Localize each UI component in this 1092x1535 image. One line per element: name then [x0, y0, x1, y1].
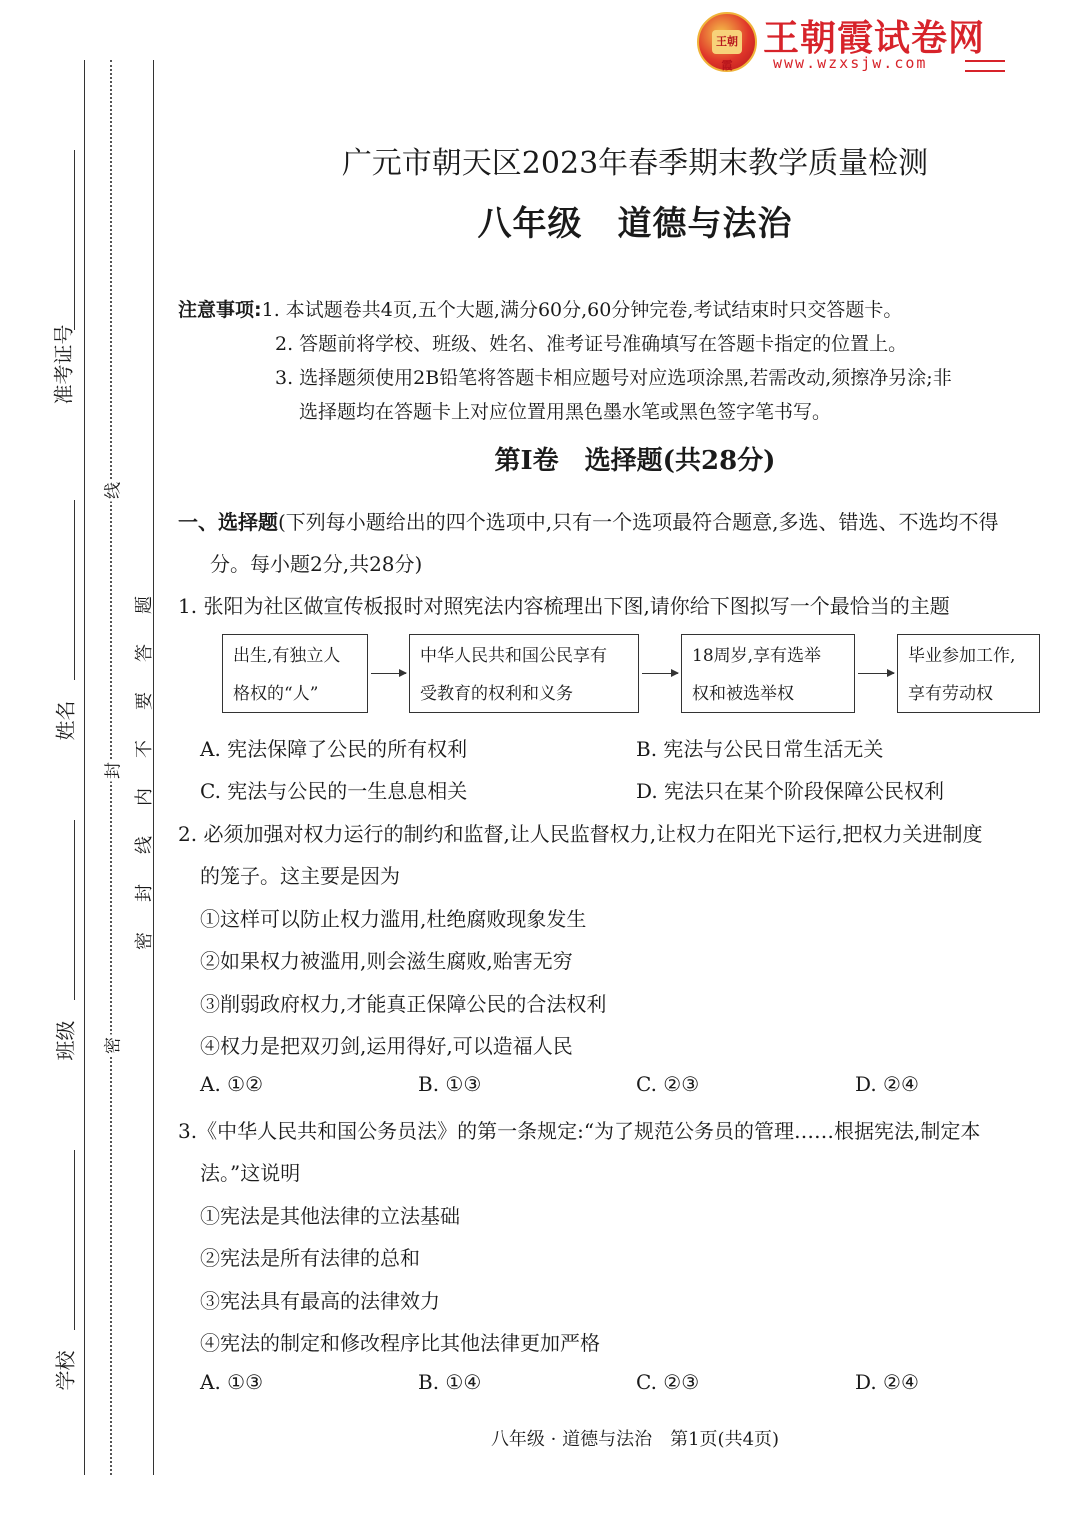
notes-item-3-cont: 选择题均在答题卡上对应位置用黑色墨水笔或黑色签字笔书写。: [299, 401, 832, 423]
exam-subject: 八年级 道德与法治: [477, 204, 793, 244]
field-school-label: 学校: [53, 1350, 78, 1391]
q3-option-d: D. ②④: [855, 1370, 919, 1394]
seal-char-line: 线: [99, 480, 124, 502]
q1-option-d: D. 宪法只在某个阶段保障公民权利: [636, 779, 945, 803]
field-school-blank: [74, 1150, 75, 1330]
q1-flow-box-3-line-2: 权和被选举权: [692, 684, 794, 704]
binding-line-outer: [84, 60, 85, 1475]
field-name-label: 姓名: [53, 700, 78, 741]
field-class: [50, 1010, 100, 1070]
warning-char: 不: [134, 740, 155, 758]
notes-item-1: 1. 本试题卷共4页,五个大题,满分60分,60分钟完卷,考试结束时只交答题卡。: [261, 299, 903, 321]
q2-stem: 2. 必须加强对权力运行的制约和监督,让人民监督权力,让权力在阳光下运行,把权力关进制度: [178, 822, 983, 846]
q1-flow-box-2-line-2: 受教育的权利和义务: [420, 684, 573, 704]
q2-option-a: A. ①②: [200, 1072, 264, 1096]
q1-option-b: B. 宪法与公民日常生活无关: [636, 737, 884, 761]
seal-char-secret: 密: [99, 1035, 124, 1057]
field-class-label: 班级: [53, 1020, 78, 1061]
warning-char: 封: [134, 884, 155, 902]
page-footer: 八年级 · 道德与法治 第1页(共4页): [490, 1429, 780, 1450]
flow-arrow-icon: [642, 673, 678, 674]
q1-flow-box-3: [681, 634, 855, 713]
q2-stem-cont: 的笼子。这主要是因为: [200, 864, 400, 888]
q2-option-c: C. ②③: [636, 1072, 700, 1096]
part1-intro-1: (下列每小题给出的四个选项中,只有一个选项最符合题意,多选、错选、不选均不得: [278, 510, 999, 534]
q3-item-4: ④宪法的制定和修改程序比其他法律更加严格: [200, 1331, 600, 1355]
exam-title: 广元市朝天区2023年春季期末教学质量检测: [341, 146, 929, 181]
q3-stem: 3.《中华人民共和国公务员法》的第一条规定:“为了规范公务员的管理……根据宪法,制定本: [178, 1119, 981, 1143]
binding-line-inner: [153, 60, 154, 1475]
q2-item-3: ③削弱政府权力,才能真正保障公民的合法权利: [200, 992, 607, 1016]
part1-intro: [178, 506, 999, 535]
logo-wave-icon: [965, 60, 1005, 72]
q3-item-2: ②宪法是所有法律的总和: [200, 1246, 420, 1270]
q3-item-3: ③宪法具有最高的法律效力: [200, 1289, 440, 1313]
field-exam-number: [50, 300, 100, 440]
field-class-blank: [74, 820, 75, 1000]
flow-arrow-icon: [858, 673, 894, 674]
q1-flow-box-1-line-2: 格权的“人”: [233, 684, 319, 704]
field-school: [50, 1340, 100, 1400]
flow-arrow-icon: [371, 673, 406, 674]
q1-flow-box-1-line-1: 出生,有独立人: [233, 646, 341, 666]
notes-line-1: [178, 295, 902, 322]
q1-flow-box-4-line-1: 毕业参加工作,: [908, 646, 1016, 666]
q1-stem: 1. 张阳为社区做宣传板报时对照宪法内容梳理出下图,请你给下图拟写一个最恰当的主题: [178, 594, 950, 618]
notes-item-3: 3. 选择题须使用2B铅笔将答题卡相应题号对应选项涂黑,若需改动,须擦净另涂;非: [275, 367, 952, 389]
warning-char: 线: [134, 836, 155, 854]
site-logo: [697, 10, 1007, 74]
q2-item-2: ②如果权力被滥用,则会滋生腐败,贻害无穷: [200, 949, 573, 973]
section-title: 第Ⅰ卷 选择题(共28分): [494, 446, 776, 476]
q2-option-d: D. ②④: [855, 1072, 919, 1096]
field-exam-number-blank: [74, 150, 75, 330]
q1-flow-box-1: [222, 634, 368, 713]
q1-flow-box-4-line-2: 享有劳动权: [908, 684, 993, 704]
warning-char: 答: [134, 644, 155, 662]
q3-option-a: A. ①③: [200, 1370, 264, 1394]
q3-option-b: B. ①④: [418, 1370, 482, 1394]
q2-option-b: B. ①③: [418, 1072, 482, 1096]
warning-char: 内: [134, 788, 155, 806]
q3-stem-cont: 法。”这说明: [200, 1161, 301, 1185]
logo-badge-text: 王朝霞: [712, 30, 742, 54]
notes-item-2: 2. 答题前将学校、班级、姓名、准考证号准确填写在答题卡指定的位置上。: [275, 333, 908, 355]
logo-badge-icon: [697, 12, 757, 72]
q2-item-1: ①这样可以防止权力滥用,杜绝腐败现象发生: [200, 907, 587, 931]
part1-intro-2: 分。每小题2分,共28分): [210, 552, 423, 576]
q1-flow-box-3-line-1: 18周岁,享有选举: [692, 646, 822, 666]
q3-item-1: ①宪法是其他法律的立法基础: [200, 1204, 460, 1228]
q1-option-a: A. 宪法保障了公民的所有权利: [200, 737, 468, 761]
warning-char: 题: [134, 596, 155, 614]
q1-option-c: C. 宪法与公民的一生息息相关: [200, 779, 468, 803]
q2-item-4: ④权力是把双刃剑,运用得好,可以造福人民: [200, 1034, 573, 1058]
q1-flow-box-2-line-1: 中华人民共和国公民享有: [420, 646, 607, 666]
q1-flow-box-2: [409, 634, 639, 713]
warning-char: 要: [134, 692, 155, 710]
field-exam-number-label: 准考证号: [51, 324, 76, 405]
notes-label: 注意事项:: [178, 299, 262, 321]
logo-name: 王朝霞试卷网: [763, 18, 986, 59]
seal-char-seal: 封: [99, 760, 124, 782]
q3-option-c: C. ②③: [636, 1370, 700, 1394]
part1-label: 一、选择题: [178, 510, 278, 534]
field-name: [50, 690, 100, 750]
q1-flow-box-4: [897, 634, 1040, 713]
field-name-blank: [74, 500, 75, 680]
warning-char: 密: [134, 932, 155, 950]
logo-url: www.wzxsjw.com: [773, 54, 928, 72]
